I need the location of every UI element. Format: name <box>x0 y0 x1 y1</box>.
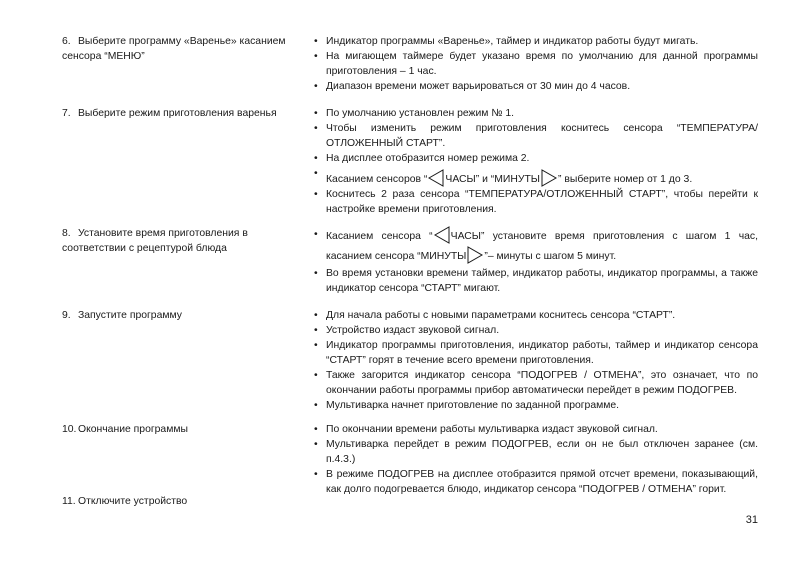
bullet: • Мультиварка перейдет в режим ПОДОГРЕВ, если он не был отключен заранее (см. п.4.3.) <box>312 437 758 467</box>
step-instruction: Запустите программу <box>78 310 182 321</box>
step-instruction: Выберите режим приготовления варенья <box>78 108 277 119</box>
bullet: • Чтобы изменить режим приготовления коснитесь сенсора “ТЕМПЕРАТУРА/ОТЛОЖЕННЫЙ СТАРТ”. <box>312 121 758 151</box>
step-11 <box>62 494 302 509</box>
bullet-text: Касанием сенсора “ <box>326 231 433 242</box>
bullet: • Также загорится индикатор сенсора “ПОДОГРЕВ / ОТМЕНА”, это означает, что по окончании работы программы прибор автоматически перейдет в режим ПОДОГРЕВ. <box>312 368 758 398</box>
bullet: • Коснитесь 2 раза сенсора “ТЕМПЕРАТУРА/ОТЛОЖЕННЫЙ СТАРТ”, чтобы перейти к настройке времени приготовления. <box>312 187 758 217</box>
bullet: • Индикатор программы «Варенье», таймер и индикатор работы будут мигать. <box>312 34 758 49</box>
bullet: • Во время установки времени таймер, индикатор работы, индикатор программы, а также индикатор сенсора “СТАРТ” мигают. <box>312 266 758 296</box>
step-number: 8. <box>62 228 71 239</box>
bullet: • По умолчанию установлен режим № 1. <box>312 106 758 121</box>
bullet: • На мигающем таймере будет указано время по умолчанию для данной программы приготовления – 1 час. <box>312 49 758 79</box>
step-instruction: Отключите устройство <box>78 496 188 507</box>
step-10-bullets <box>312 422 758 497</box>
bullet: • В режиме ПОДОГРЕВ на дисплее отобразится прямой отсчет времени, показывающий, как долго подогревается блюдо, индикатор сенсора “ПОДОГРЕВ / ОТМЕНА” горит. <box>312 467 758 497</box>
step-number: 10. <box>62 424 77 435</box>
bullet: • Устройство издаст звуковой сигнал. <box>312 323 758 338</box>
step-number: 7. <box>62 108 71 119</box>
step-instruction: Выберите программу «Варенье» касанием сенсора “МЕНЮ” <box>62 36 286 62</box>
right-triangle-icon <box>467 246 483 264</box>
left-triangle-icon <box>434 226 450 244</box>
step-6 <box>62 34 302 64</box>
bullet: • Мультиварка начнет приготовление по заданной программе. <box>312 398 758 413</box>
step-7-bullets <box>312 106 758 217</box>
step-number: 9. <box>62 310 71 321</box>
step-number: 11. <box>62 496 76 507</box>
bullet-text: Касанием сенсоров “ <box>326 174 428 185</box>
step-7 <box>62 106 302 121</box>
bullet-text: ЧАСЫ” и “МИНУТЫ <box>445 174 540 185</box>
bullet <box>312 226 758 266</box>
bullet-text: ЧАСЫ” установите время приготовления с шагом 1 час, касанием сенсора “МИНУТЫ <box>326 231 758 262</box>
step-instruction: Окончание программы <box>78 424 188 435</box>
bullet: • Диапазон времени может варьироваться от 30 мин до 4 часов. <box>312 79 758 94</box>
bullet: • По окончании времени работы мультиварка издаст звуковой сигнал. <box>312 422 758 437</box>
bullet: • Индикатор программы приготовления, индикатор работы, таймер и индикатор сенсора “СТАРТ” горят в течение всего времени приготовления. <box>312 338 758 368</box>
step-number: 6. <box>62 36 71 47</box>
page-number: 31 <box>745 514 758 526</box>
bullet-text: ” выберите номер от 1 до 3. <box>558 174 693 185</box>
step-10 <box>62 422 302 437</box>
step-instruction: Установите время приготовления в соответствии с рецептурой блюда <box>62 228 248 254</box>
bullet-text: ”– минуты с шагом 5 минут. <box>484 251 617 262</box>
step-8 <box>62 226 302 256</box>
right-triangle-icon <box>541 169 557 187</box>
step-9 <box>62 308 302 323</box>
left-triangle-icon <box>428 169 444 187</box>
bullet: • На дисплее отобразится номер режима 2. <box>312 151 758 166</box>
bullet: • Для начала работы с новыми параметрами коснитесь сенсора “СТАРТ”. <box>312 308 758 323</box>
step-6-bullets <box>312 34 758 94</box>
bullet <box>312 166 758 187</box>
step-9-bullets <box>312 308 758 413</box>
step-8-bullets <box>312 226 758 296</box>
